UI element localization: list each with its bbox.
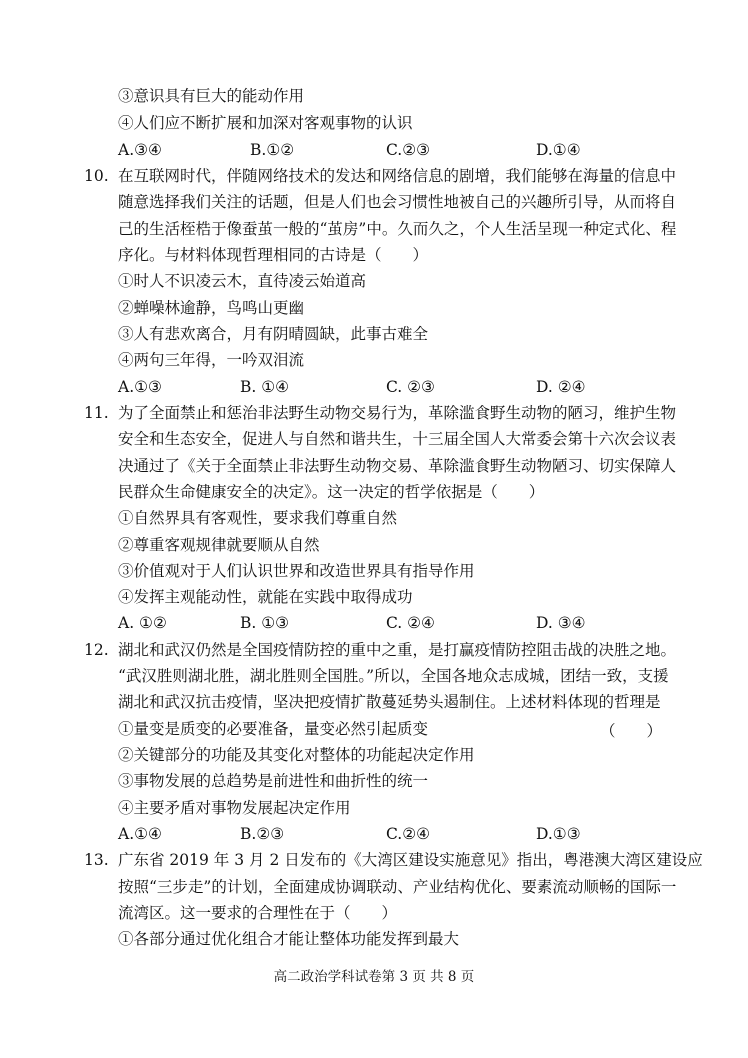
q10-stem-line-2: 随意选择我们关注的话题，但是人们也会习惯性地被自己的兴趣所引导，从而将自 [118,193,677,211]
q11-stem-line-1 [84,403,676,423]
q12-item-3: ③事物发展的总趋势是前进性和曲折性的统一 [118,772,429,790]
q11-stem-line-2: 安全和生态安全，促进人与自然和谐共生，十三届全国人大常委会第十六次会议表 [118,430,677,448]
q12-number: 12. [84,641,109,659]
q12-option-b: B.②③ [240,825,285,843]
q11-option-d: D. ③④ [536,614,586,632]
q9-item-4: ④人们应不断扩展和加深对客观事物的认识 [118,114,413,132]
q10-stem-line-3: 己的生活桎梏于像蚕茧一般的“茧房”中。久而久之，个人生活呈现一种定式化、程 [118,220,677,238]
q12-answer-paren: （ ） [600,722,663,740]
q11-item-3: ③价值观对于人们认识世界和改造世界具有指导作用 [118,562,475,580]
q13-number: 13. [84,851,109,869]
q12-option-a: A.①④ [118,825,162,843]
q10-option-d: D. ②④ [536,378,586,396]
q13-item-1: ①各部分通过优化组合才能让整体功能发挥到最大 [118,930,460,948]
q9-item-3: ③意识具有巨大的能动作用 [118,87,305,105]
q10-item-2: ②蝉噪林逾静，鸟鸣山更幽 [118,299,305,317]
q9-option-a: A.③④ [118,141,162,159]
q12-option-d: D.①③ [536,825,581,843]
q13-stem-line-2: 按照“三步走”的计划，全面建成协调联动、产业结构优化、要素流动顺畅的国际一 [118,878,677,896]
q12-item-1: ①量变是质变的必要准备，量变必然引起质变 [118,720,429,738]
q11-option-a: A. ①② [118,614,167,632]
q12-option-c: C.②④ [386,825,431,843]
q12-stem-line-2: “武汉胜则湖北胜，湖北胜则全国胜。”所以，全国各地众志成城，团结一致，支援 [118,667,669,685]
q11-item-2: ②尊重客观规律就要顺从自然 [118,536,320,554]
q11-option-c: C. ②④ [386,614,435,632]
q10-option-b: B. ①④ [240,378,290,396]
q10-number: 10. [84,167,109,185]
q12-stem-text-1: 湖北和武汉仍然是全国疫情防控的重中之重，是打赢疫情防控阻击战的决胜之地。 [118,641,677,659]
q10-item-3: ③人有悲欢离合，月有阴晴圆缺，此事古难全 [118,325,429,343]
q12-stem-line-3: 湖北和武汉抗击疫情，坚决把疫情扩散蔓延势头遏制住。上述材料体现的哲理是 [118,693,661,711]
q10-option-c: C. ②③ [386,378,435,396]
q11-option-b: B. ①③ [240,614,290,632]
q9-option-c: C.②③ [386,141,431,159]
q11-number: 11. [84,404,109,422]
q13-stem-line-1 [84,850,703,870]
q10-stem-line-4: 序化。与材料体现哲理相同的古诗是（ ） [118,246,429,264]
q11-stem-text-1: 为了全面禁止和惩治非法野生动物交易行为，革除滥食野生动物的陋习，维护生物 [118,404,677,422]
q12-stem-line-1 [84,640,676,660]
q11-stem-line-3: 决通过了《关于全面禁止非法野生动物交易、革除滥食野生动物陋习、切实保障人 [118,457,677,475]
q10-option-a: A.①③ [118,378,162,396]
q9-option-b: B.①② [250,141,295,159]
q10-item-4: ④两句三年得，一吟双泪流 [118,351,305,369]
q11-item-1: ①自然界具有客观性，要求我们尊重自然 [118,509,398,527]
q10-item-1: ①时人不识凌云木，直待凌云始道高 [118,272,367,290]
q12-item-2: ②关键部分的功能及其变化对整体的功能起决定作用 [118,746,475,764]
q12-item-4: ④主要矛盾对事物发展起决定作用 [118,799,351,817]
q10-stem-text-1: 在互联网时代，伴随网络技术的发达和网络信息的剧增，我们能够在海量的信息中 [118,167,677,185]
q13-stem-line-3: 流湾区。这一要求的合理性在于（ ） [118,904,398,922]
q13-stem-text-1: 广东省 2019 年 3 月 2 日发布的《大湾区建设实施意见》指出，粤港澳大湾区建设应 [118,851,703,869]
q9-option-d: D.①④ [536,141,581,159]
q11-item-4: ④发挥主观能动性，就能在实践中取得成功 [118,588,413,606]
page-footer: 高二政治学科试卷第 3 页 共 8 页 [273,969,475,985]
q10-stem-line-1 [84,166,676,186]
q11-stem-line-4: 民群众生命健康安全的决定》。这一决定的哲学依据是（ ） [118,483,545,501]
